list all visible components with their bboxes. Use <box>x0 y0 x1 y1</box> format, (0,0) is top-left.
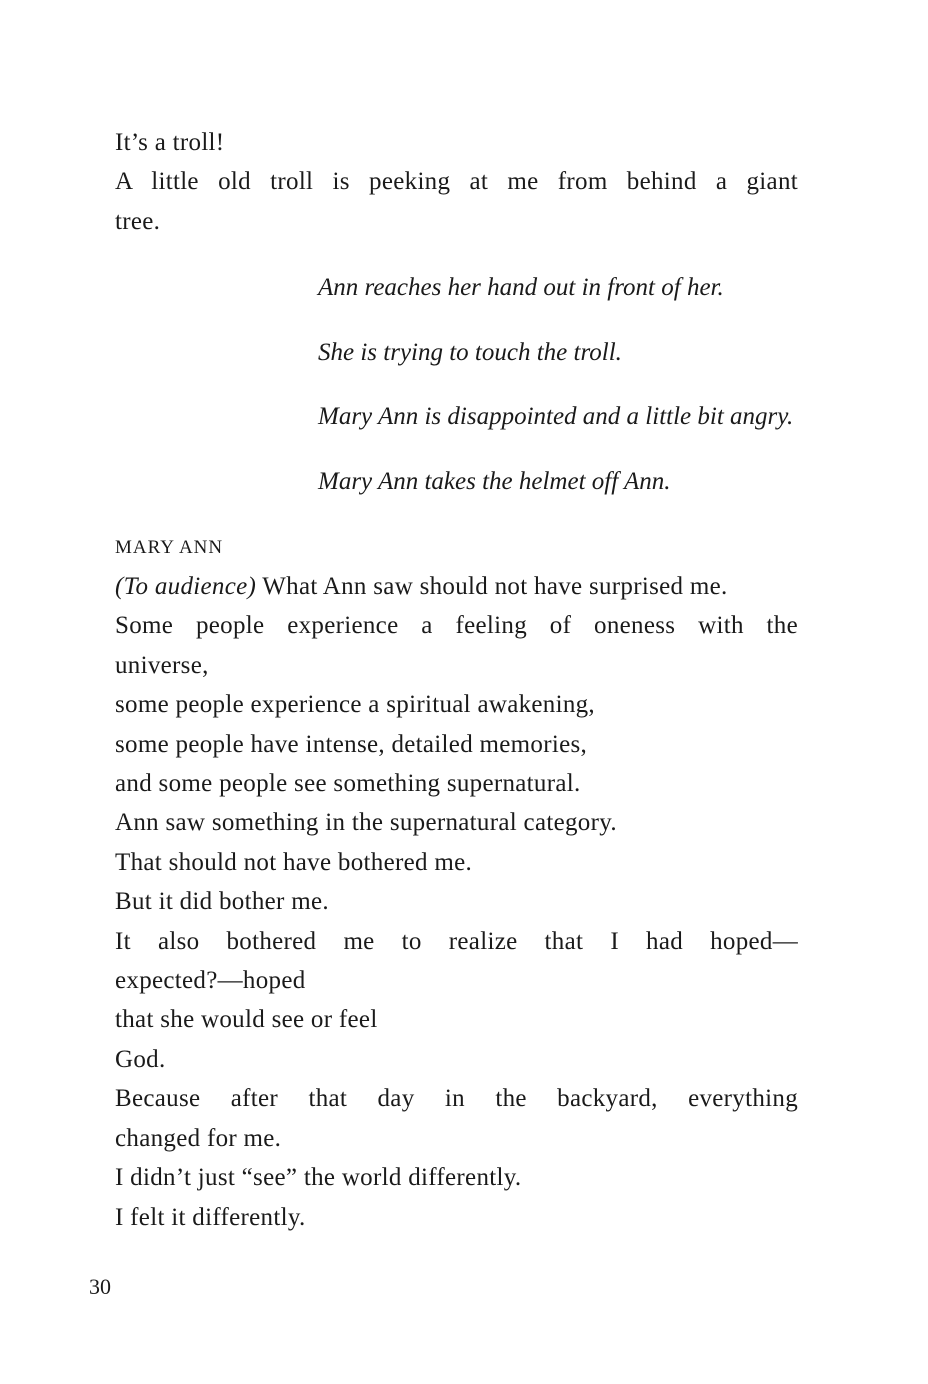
text-line: I felt it differently. <box>115 1203 306 1231</box>
text-line: I didn’t just “see” the world differently. <box>115 1164 522 1192</box>
text-line: Ann saw something in the supernatural category. <box>115 809 617 837</box>
speech-block <box>115 567 798 1237</box>
text-line: changed for me. <box>115 1124 282 1152</box>
text-line: that she would see or feel <box>115 1006 378 1034</box>
speech-first-line <box>115 567 798 606</box>
text-line: God. <box>115 1045 166 1073</box>
stage-direction: Mary Ann is disappointed and a little bit angry. <box>318 403 794 431</box>
text-line: It also bothered me to realize that I had hoped— <box>115 927 798 955</box>
text-line: tree. <box>115 207 161 235</box>
text-line: But it did bother me. <box>115 888 329 916</box>
text-line: expected?—hoped <box>115 967 306 995</box>
text-line: universe, <box>115 651 209 679</box>
stage-direction: She is trying to touch the troll. <box>318 338 622 366</box>
speech-text: What Ann saw should not have surprised me. <box>262 573 728 600</box>
text-line: Because after that day in the backyard, everything <box>115 1085 798 1113</box>
stage-direction: Mary Ann takes the helmet off Ann. <box>318 468 671 496</box>
text-line: Some people experience a feeling of oneness with the <box>115 612 798 640</box>
stage-direction: Ann reaches her hand out in front of her. <box>318 274 724 301</box>
text-line: some people experience a spiritual awakening, <box>115 691 595 719</box>
opening-lines <box>115 123 798 241</box>
speaker-name: MARY ANN <box>115 537 224 558</box>
text-line: That should not have bothered me. <box>115 848 473 876</box>
page-number: 30 <box>89 1274 111 1299</box>
stage-directions <box>318 268 798 527</box>
text-line: It’s a troll! <box>115 129 225 156</box>
text-line: and some people see something supernatural. <box>115 770 581 798</box>
parenthetical: (To audience) <box>115 573 257 600</box>
text-line: A little old troll is peeking at me from behind a giant <box>115 168 798 196</box>
text-line: some people have intense, detailed memories, <box>115 730 588 758</box>
